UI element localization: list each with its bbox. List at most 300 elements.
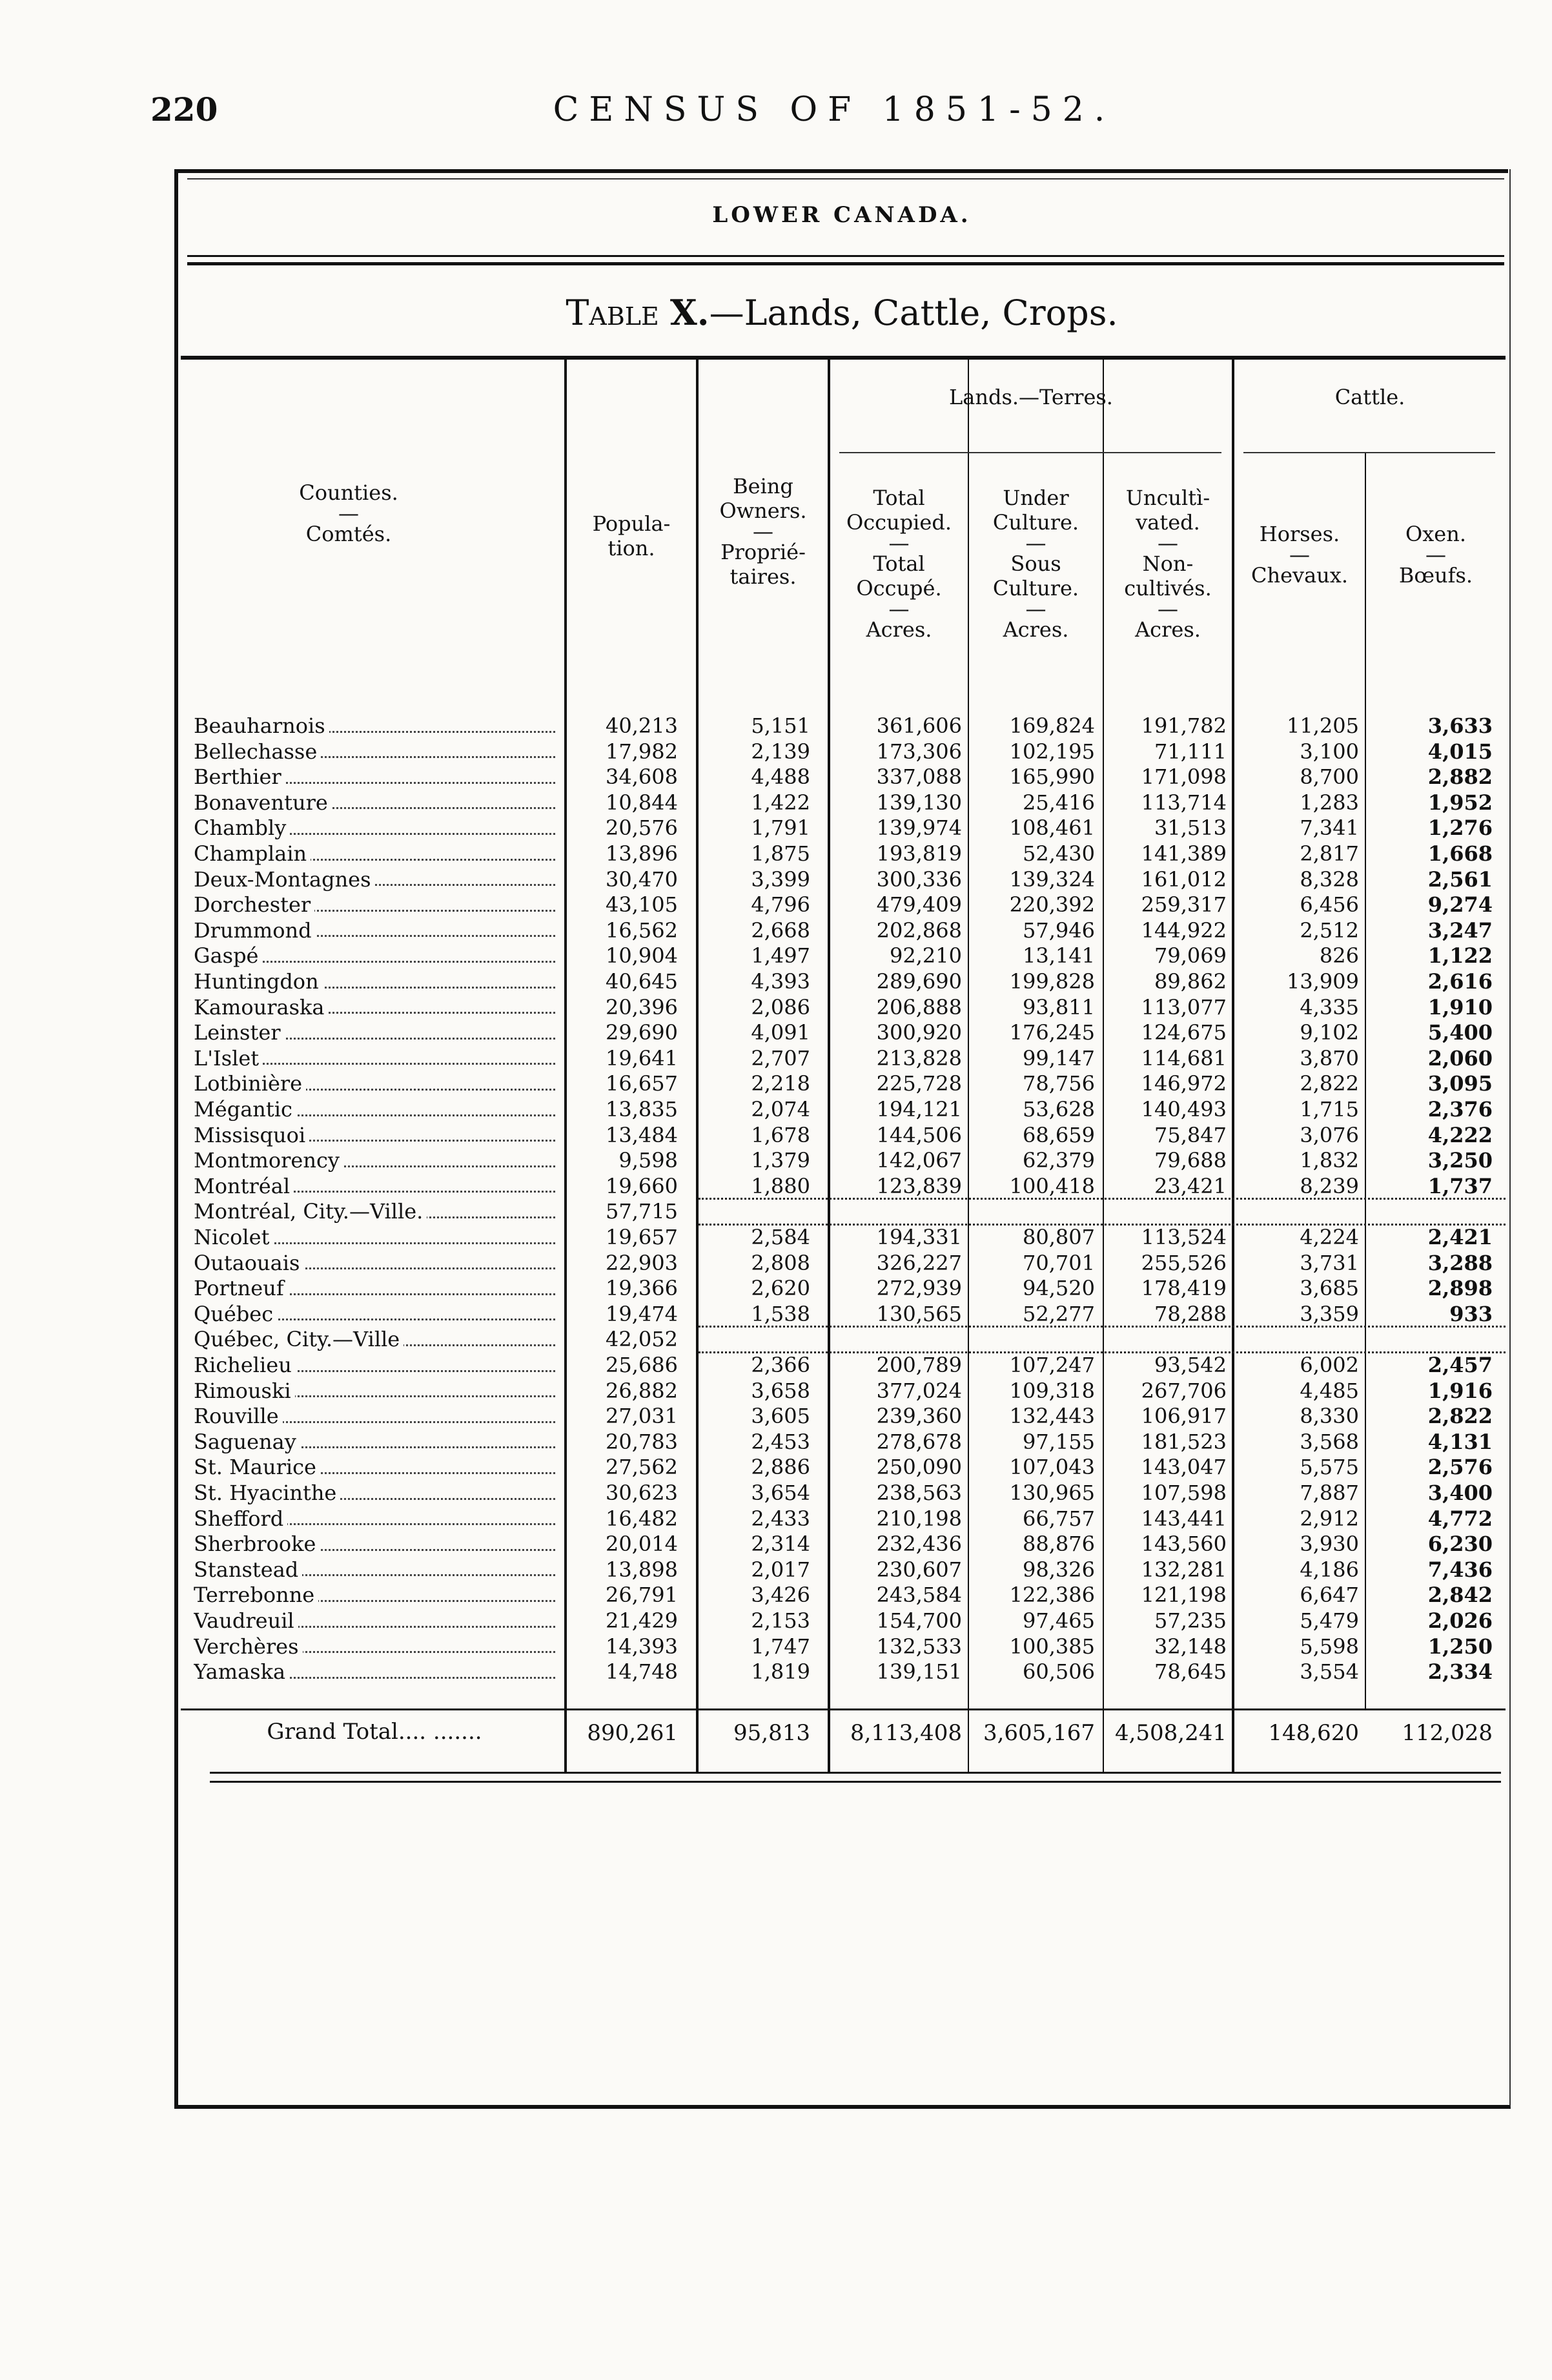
header-dash: — [1158, 531, 1178, 555]
cell-uncultivated: 79,688 [1154, 1148, 1227, 1173]
cell-horses: 5,598 [1300, 1634, 1359, 1659]
table-row [194, 1634, 1498, 1660]
cell-owners: 2,668 [751, 918, 810, 943]
cell-occupied: 173,306 [876, 739, 962, 764]
cell-oxen: 1,250 [1427, 1634, 1493, 1659]
cell-population: 57,715 [606, 1199, 678, 1224]
cell-population: 19,660 [606, 1173, 678, 1198]
cell-horses: 2,512 [1300, 918, 1359, 943]
cell-uncultivated: 79,069 [1154, 943, 1227, 969]
table-row [194, 943, 1498, 969]
cell-oxen: 3,400 [1427, 1481, 1493, 1505]
county-name-text: Deux-Montagnes [194, 867, 375, 892]
header-oxen [1366, 522, 1506, 588]
table-row [194, 1123, 1498, 1149]
county-name-text: Québec [194, 1302, 277, 1326]
table-title-rest: —Lands, Cattle, Crops. [709, 292, 1118, 333]
cell-occupied: 142,067 [876, 1148, 962, 1173]
cell-occupied: 361,606 [876, 713, 962, 738]
cell-occupied: 238,563 [876, 1481, 962, 1505]
cell-owners: 1,422 [751, 790, 810, 815]
cell-oxen: 4,222 [1427, 1122, 1493, 1147]
table-row [194, 995, 1498, 1021]
cell-oxen: 4,131 [1427, 1429, 1493, 1454]
cell-occupied: 337,088 [876, 764, 962, 790]
county-name-text: Dorchester [194, 892, 314, 917]
header-dash: — [1158, 597, 1178, 621]
cell-oxen: 4,015 [1427, 739, 1493, 764]
cell-oxen: 1,910 [1427, 994, 1493, 1020]
city-dotted-rule [699, 1326, 1506, 1328]
cell-under-culture: 52,277 [1023, 1301, 1095, 1326]
cell-population: 13,896 [606, 841, 678, 866]
cell-population: 16,482 [606, 1506, 678, 1531]
cell-uncultivated: 114,681 [1141, 1045, 1227, 1071]
table-row [194, 764, 1498, 790]
cell-uncultivated: 31,513 [1154, 816, 1227, 841]
table-row [194, 1379, 1498, 1404]
cell-uncultivated: 32,148 [1154, 1634, 1227, 1659]
cell-oxen: 2,576 [1427, 1455, 1493, 1480]
cell-under-culture: 102,195 [1009, 739, 1095, 764]
table-row [194, 892, 1498, 918]
county-name-text: St. Maurice [194, 1455, 320, 1479]
cell-owners: 2,218 [751, 1071, 810, 1096]
cell-horses: 826 [1319, 943, 1359, 969]
cell-population: 20,576 [606, 816, 678, 841]
cell-uncultivated: 161,012 [1141, 867, 1227, 892]
cell-owners: 3,605 [751, 1404, 810, 1429]
cell-occupied: 194,331 [876, 1225, 962, 1249]
table-row [194, 1506, 1498, 1532]
cell-uncultivated: 121,198 [1141, 1583, 1227, 1608]
county-name-text: Québec, City.—Ville [194, 1327, 403, 1351]
cell-horses: 5,575 [1300, 1455, 1359, 1480]
cell-under-culture: 107,043 [1009, 1455, 1095, 1480]
table-row [194, 841, 1498, 867]
table-row [194, 739, 1498, 765]
header-population: Popula- tion. [592, 511, 671, 560]
county-name-text: Champlain [194, 841, 311, 866]
lands-group-rule [839, 452, 1221, 453]
cell-under-culture: 94,520 [1023, 1276, 1095, 1301]
header-acres: Acres. [1003, 617, 1069, 642]
cell-under-culture: 88,876 [1023, 1532, 1095, 1557]
table-top-rule [181, 356, 1506, 360]
cell-occupied: 300,920 [876, 1020, 962, 1045]
table-row [194, 1225, 1498, 1251]
cell-owners: 3,399 [751, 867, 810, 892]
cell-uncultivated: 140,493 [1141, 1097, 1227, 1122]
cell-owners: 2,453 [751, 1429, 810, 1454]
cell-owners: 2,584 [751, 1225, 810, 1249]
cell-occupied: 193,819 [876, 841, 962, 866]
cell-owners: 2,707 [751, 1045, 810, 1071]
cell-under-culture: 109,318 [1009, 1378, 1095, 1403]
cell-horses: 3,554 [1300, 1659, 1359, 1685]
cell-oxen: 2,060 [1427, 1045, 1493, 1071]
header-lands-group: Lands.—Terres. [949, 385, 1113, 409]
cell-owners: 1,819 [751, 1659, 810, 1685]
table-row [194, 918, 1498, 944]
header-dash: — [1025, 597, 1047, 621]
county-name-text: Sherbrooke [194, 1532, 320, 1556]
cell-under-culture: 93,811 [1023, 994, 1095, 1020]
county-name-text: Verchères [194, 1634, 303, 1659]
cell-horses: 8,328 [1300, 867, 1359, 892]
total-oxen: 112,028 [1402, 1720, 1493, 1746]
cell-horses: 3,076 [1300, 1122, 1359, 1147]
cell-uncultivated: 171,098 [1141, 764, 1227, 790]
cell-population: 14,748 [606, 1659, 678, 1685]
cell-owners: 3,426 [751, 1583, 810, 1608]
cell-under-culture: 165,990 [1009, 764, 1095, 790]
cell-oxen: 1,916 [1427, 1378, 1493, 1403]
cell-population: 26,882 [606, 1378, 678, 1403]
header-uncultivated-en: Uncultì- vated. [1125, 486, 1210, 535]
cell-owners: 2,139 [751, 739, 810, 764]
cell-occupied: 139,974 [876, 816, 962, 841]
cell-uncultivated: 113,714 [1141, 790, 1227, 815]
cell-occupied: 289,690 [876, 969, 962, 994]
cell-owners: 1,880 [751, 1173, 810, 1198]
cell-population: 30,470 [606, 867, 678, 892]
cell-population: 27,031 [606, 1404, 678, 1429]
final-rule [210, 1772, 1501, 1774]
header-dash: — [338, 501, 359, 526]
final-rule-2 [210, 1781, 1501, 1783]
cell-under-culture: 220,392 [1009, 892, 1095, 918]
county-name-text: Portneuf [194, 1276, 288, 1300]
cell-owners: 3,654 [751, 1481, 810, 1505]
county-name-text: Terrebonne [194, 1583, 318, 1607]
county-name-text: Bonaventure [194, 790, 332, 815]
cell-uncultivated: 267,706 [1141, 1378, 1227, 1403]
cell-oxen: 2,822 [1427, 1404, 1493, 1429]
cell-population: 25,686 [606, 1353, 678, 1377]
cell-uncultivated: 141,389 [1141, 841, 1227, 866]
cell-horses: 4,186 [1300, 1557, 1359, 1582]
cell-under-culture: 107,247 [1009, 1353, 1095, 1377]
cell-occupied: 154,700 [876, 1608, 962, 1633]
table-title-number: X. [669, 292, 710, 333]
cell-uncultivated: 89,862 [1154, 969, 1227, 994]
cell-population: 19,366 [606, 1276, 678, 1301]
page-number: 220 [150, 90, 218, 128]
cell-population: 20,396 [606, 994, 678, 1020]
cell-horses: 4,485 [1300, 1378, 1359, 1403]
cell-horses: 8,330 [1300, 1404, 1359, 1429]
cell-owners: 1,747 [751, 1634, 810, 1659]
cell-owners: 4,796 [751, 892, 810, 918]
cell-uncultivated: 124,675 [1141, 1020, 1227, 1045]
cell-occupied: 232,436 [876, 1532, 962, 1557]
cell-under-culture: 68,659 [1023, 1122, 1095, 1147]
county-name-text: Shefford [194, 1506, 287, 1531]
cell-under-culture: 199,828 [1009, 969, 1095, 994]
cell-occupied: 206,888 [876, 994, 962, 1020]
cell-horses: 3,731 [1300, 1250, 1359, 1275]
header-counties-en: Counties. [299, 480, 398, 505]
cell-oxen: 2,376 [1427, 1097, 1493, 1122]
table-row [194, 1302, 1498, 1328]
cell-occupied: 200,789 [876, 1353, 962, 1377]
cell-horses: 3,100 [1300, 739, 1359, 764]
cell-owners: 2,074 [751, 1097, 810, 1122]
cell-population: 29,690 [606, 1020, 678, 1045]
cell-population: 20,783 [606, 1429, 678, 1454]
cell-owners: 4,091 [751, 1020, 810, 1045]
cell-uncultivated: 178,419 [1141, 1276, 1227, 1301]
cell-oxen: 1,668 [1427, 841, 1493, 866]
cell-horses: 4,224 [1300, 1225, 1359, 1249]
cell-owners: 2,086 [751, 994, 810, 1020]
cell-population: 34,608 [606, 764, 678, 790]
cell-uncultivated: 181,523 [1141, 1429, 1227, 1454]
cell-population: 14,393 [606, 1634, 678, 1659]
cell-owners: 3,658 [751, 1378, 810, 1403]
cell-owners: 2,808 [751, 1250, 810, 1275]
cell-uncultivated: 259,317 [1141, 892, 1227, 918]
cell-under-culture: 80,807 [1023, 1225, 1095, 1249]
cell-under-culture: 100,418 [1009, 1173, 1095, 1198]
cell-horses: 11,205 [1287, 713, 1359, 738]
cell-population: 30,623 [606, 1481, 678, 1505]
table-row [194, 1608, 1498, 1634]
county-name-text: Rouville [194, 1404, 283, 1428]
header-counties-fr: Comtés. [305, 522, 392, 546]
total-occupied: 8,113,408 [850, 1720, 962, 1746]
cell-occupied: 326,227 [876, 1250, 962, 1275]
cell-oxen: 2,882 [1427, 764, 1493, 790]
header-uncultivated-fr: Non- cultivés. [1124, 551, 1212, 600]
cell-horses: 1,832 [1300, 1148, 1359, 1173]
header-under-culture [969, 486, 1103, 642]
cell-under-culture: 62,379 [1023, 1148, 1095, 1173]
cell-horses: 2,817 [1300, 841, 1359, 866]
cell-uncultivated: 146,972 [1141, 1071, 1227, 1096]
header-owners [699, 474, 828, 589]
county-name-text: Vaudreuil [194, 1608, 298, 1633]
cell-horses: 8,700 [1300, 764, 1359, 790]
cell-occupied: 139,130 [876, 790, 962, 815]
header-owners-fr: Proprié- taires. [720, 540, 806, 589]
cell-under-culture: 66,757 [1023, 1506, 1095, 1531]
cell-horses: 7,887 [1300, 1481, 1359, 1505]
cell-oxen: 3,288 [1427, 1250, 1493, 1275]
cell-oxen: 3,633 [1427, 713, 1493, 738]
cell-uncultivated: 71,111 [1154, 739, 1227, 764]
cell-oxen: 6,230 [1427, 1532, 1493, 1557]
county-name-text: L'Islet [194, 1046, 263, 1071]
total-population: 890,261 [587, 1720, 678, 1746]
header-dash: — [888, 531, 910, 555]
county-name-text: Montréal, City.—Ville. [194, 1199, 427, 1224]
cell-population: 10,904 [606, 943, 678, 969]
cell-owners: 1,875 [751, 841, 810, 866]
table-title-prefix: Table [566, 292, 659, 333]
cell-under-culture: 122,386 [1009, 1583, 1095, 1608]
county-name-text: Stanstead [194, 1557, 302, 1582]
county-name-text: Richelieu [194, 1353, 296, 1377]
cell-occupied: 92,210 [890, 943, 962, 969]
grand-total-label: Grand Total.... ....... [267, 1719, 482, 1745]
banner-rule-thick [187, 262, 1504, 265]
county-name-text: Saguenay [194, 1430, 300, 1454]
table-row [194, 1327, 1498, 1353]
cell-horses: 13,909 [1287, 969, 1359, 994]
cell-under-culture: 176,245 [1009, 1020, 1095, 1045]
county-name-text: Leinster [194, 1020, 285, 1045]
city-dotted-rule [699, 1198, 1506, 1200]
cell-under-culture: 78,756 [1023, 1071, 1095, 1096]
cell-uncultivated: 78,645 [1154, 1659, 1227, 1685]
cell-owners: 2,433 [751, 1506, 810, 1531]
cell-population: 13,835 [606, 1097, 678, 1122]
county-name-text: Missisquoi [194, 1123, 309, 1147]
cell-under-culture: 132,443 [1009, 1404, 1095, 1429]
cell-uncultivated: 143,047 [1141, 1455, 1227, 1480]
cell-owners: 2,366 [751, 1353, 810, 1377]
cell-population: 17,982 [606, 739, 678, 764]
cell-under-culture: 97,465 [1023, 1608, 1095, 1633]
cell-population: 20,014 [606, 1532, 678, 1557]
grand-total-label-text: Grand Total [267, 1719, 398, 1745]
cell-occupied: 300,336 [876, 867, 962, 892]
cell-population: 21,429 [606, 1608, 678, 1633]
cell-population: 40,645 [606, 969, 678, 994]
header-total-occupied [830, 486, 968, 642]
header-oxen-en: Oxen. [1405, 522, 1466, 546]
header-total-occupied-fr: Total Occupé. [856, 551, 942, 600]
county-name-text: Beauharnois [194, 713, 329, 738]
cell-oxen: 2,561 [1427, 867, 1493, 892]
cell-horses: 3,359 [1300, 1301, 1359, 1326]
cell-under-culture: 57,946 [1023, 918, 1095, 943]
cell-under-culture: 100,385 [1009, 1634, 1095, 1659]
cell-occupied: 194,121 [876, 1097, 962, 1122]
cell-oxen: 3,247 [1427, 918, 1493, 943]
cell-horses: 8,239 [1300, 1173, 1359, 1198]
cell-under-culture: 60,506 [1023, 1659, 1095, 1685]
county-name-text: Rimouski [194, 1379, 295, 1403]
cell-uncultivated: 144,922 [1141, 918, 1227, 943]
cell-occupied: 123,839 [876, 1173, 962, 1198]
cell-under-culture: 52,430 [1023, 841, 1095, 866]
cell-oxen: 1,952 [1427, 790, 1493, 815]
table-row [194, 1557, 1498, 1583]
cell-uncultivated: 93,542 [1154, 1353, 1227, 1377]
cell-oxen: 7,436 [1427, 1557, 1493, 1582]
cell-occupied: 139,151 [876, 1659, 962, 1685]
cell-oxen: 2,334 [1427, 1659, 1493, 1685]
county-name-text: Mégantic [194, 1097, 296, 1122]
cell-under-culture: 130,965 [1009, 1481, 1095, 1505]
cell-oxen: 2,842 [1427, 1583, 1493, 1608]
header-acres: Acres. [866, 617, 932, 642]
cell-occupied: 210,198 [876, 1506, 962, 1531]
header-dash: — [1025, 531, 1047, 555]
header-horses-fr: Chevaux. [1251, 563, 1348, 588]
cell-uncultivated: 57,235 [1154, 1608, 1227, 1633]
cell-occupied: 213,828 [876, 1045, 962, 1071]
cell-uncultivated: 143,560 [1141, 1532, 1227, 1557]
cell-under-culture: 70,701 [1023, 1250, 1095, 1275]
cell-population: 22,903 [606, 1250, 678, 1275]
cell-under-culture: 169,824 [1009, 713, 1095, 738]
cell-horses: 1,283 [1300, 790, 1359, 815]
header-oxen-fr: Bœufs. [1398, 563, 1473, 588]
cell-population: 27,562 [606, 1455, 678, 1480]
cell-horses: 2,822 [1300, 1071, 1359, 1096]
cell-population: 19,657 [606, 1225, 678, 1249]
header-dash: — [1289, 542, 1310, 567]
cell-under-culture: 98,326 [1023, 1557, 1095, 1582]
cell-under-culture: 13,141 [1023, 943, 1095, 969]
cell-occupied: 272,939 [876, 1276, 962, 1301]
header-under-culture-fr: Sous Culture. [992, 551, 1079, 600]
cell-owners: 4,393 [751, 969, 810, 994]
cell-owners: 5,151 [751, 713, 810, 738]
cell-uncultivated: 191,782 [1141, 713, 1227, 738]
cell-occupied: 132,533 [876, 1634, 962, 1659]
cell-owners: 4,488 [751, 764, 810, 790]
running-title: CENSUS OF 1851-52. [553, 90, 1116, 129]
cell-horses: 9,102 [1300, 1020, 1359, 1045]
cell-uncultivated: 113,077 [1141, 994, 1227, 1020]
cell-occupied: 230,607 [876, 1557, 962, 1582]
county-name-text: Gaspé [194, 943, 262, 968]
cell-oxen: 1,737 [1427, 1173, 1493, 1198]
cell-oxen: 1,122 [1427, 943, 1493, 969]
table-row [194, 1430, 1498, 1455]
cell-under-culture: 97,155 [1023, 1429, 1095, 1454]
cell-horses: 3,870 [1300, 1045, 1359, 1071]
table-row [194, 1276, 1498, 1302]
cell-population: 16,657 [606, 1071, 678, 1096]
cell-horses: 6,002 [1300, 1353, 1359, 1377]
table-row [194, 1046, 1498, 1072]
county-name-text: Nicolet [194, 1225, 273, 1249]
header-acres: Acres. [1135, 617, 1201, 642]
cattle-group-rule [1243, 452, 1495, 453]
cell-occupied: 479,409 [876, 892, 962, 918]
cell-uncultivated: 143,441 [1141, 1506, 1227, 1531]
table-row [194, 1174, 1498, 1200]
cell-horses: 6,456 [1300, 892, 1359, 918]
total-horses: 148,620 [1268, 1720, 1359, 1746]
cell-occupied: 243,584 [876, 1583, 962, 1608]
cell-population: 19,641 [606, 1045, 678, 1071]
table-row [194, 713, 1498, 739]
header-dash: — [753, 519, 773, 544]
table-title [178, 292, 1506, 333]
table-row [194, 790, 1498, 816]
frame-top-rule [174, 169, 1508, 173]
table-row [194, 1353, 1498, 1379]
frame-top-rule-thin [187, 178, 1504, 180]
county-name-text: Berthier [194, 764, 285, 789]
cell-oxen: 933 [1449, 1301, 1493, 1326]
cell-occupied: 144,506 [876, 1122, 962, 1147]
county-name-text: Yamaska [194, 1659, 289, 1684]
county-name-text: Montréal [194, 1174, 294, 1198]
county-name-text: Lotbinière [194, 1071, 306, 1096]
banner-lower-canada: LOWER CANADA. [712, 202, 972, 228]
cell-horses: 4,335 [1300, 994, 1359, 1020]
cell-occupied: 239,360 [876, 1404, 962, 1429]
cell-oxen: 2,898 [1427, 1276, 1493, 1301]
